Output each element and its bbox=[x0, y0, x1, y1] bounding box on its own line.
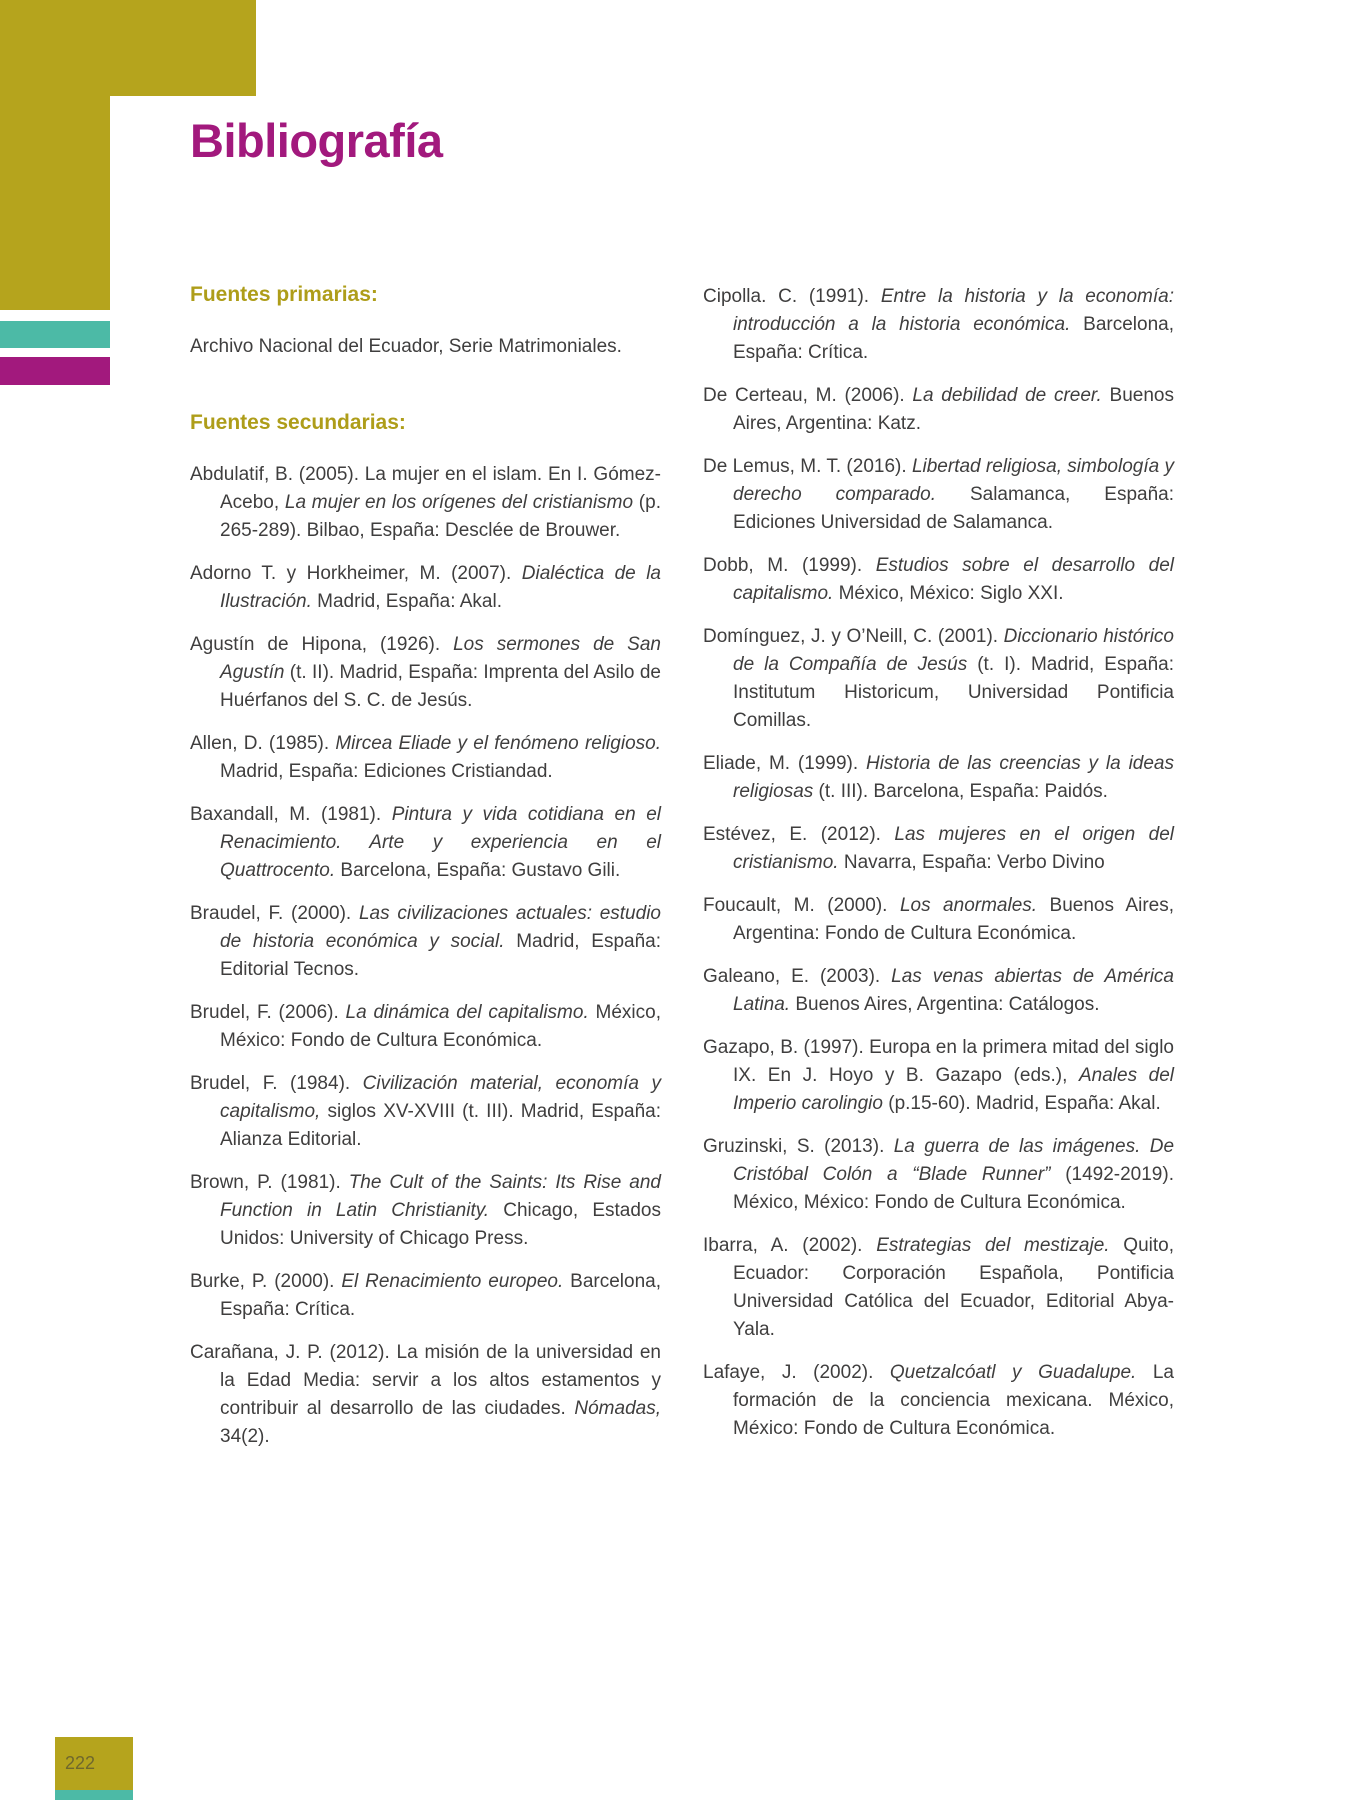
reference-text-segment: Buenos Aires, Argentina: Katz. bbox=[733, 385, 1174, 434]
reference-entry bbox=[703, 750, 1174, 806]
reference-text-segment: Brudel, F. (2006). bbox=[190, 1002, 346, 1023]
primary-source-text: Archivo Nacional del Ecuador, Serie Matrimoniales. bbox=[190, 336, 622, 357]
reference-entry bbox=[190, 1169, 661, 1253]
reference-text-segment: (t. II). Madrid, España: Imprenta del Asilo de Huérfanos del S. C. de Jesús. bbox=[220, 662, 661, 711]
reference-text-segment: Adorno T. y Horkheimer, M. (2007). bbox=[190, 563, 522, 584]
reference-entry bbox=[703, 552, 1174, 608]
reference-entry bbox=[190, 801, 661, 885]
reference-text-segment: (t. III). Barcelona, España: Paidós. bbox=[813, 781, 1108, 802]
reference-text-segment: Burke, P. (2000). bbox=[190, 1271, 342, 1292]
page-number-block bbox=[55, 1737, 133, 1790]
reference-entry bbox=[703, 892, 1174, 948]
reference-title-segment: Estrategias del mestizaje. bbox=[876, 1235, 1110, 1256]
reference-text-segment: (p.15-60). Madrid, España: Akal. bbox=[882, 1093, 1161, 1114]
reference-text-segment: Barcelona, España: Gustavo Gili. bbox=[335, 860, 621, 881]
reference-text-segment: Buenos Aires, Argentina: Fondo de Cultura Económica. bbox=[733, 895, 1175, 944]
reference-title-segment: Estudios sobre el desarrollo del capitalismo. bbox=[733, 555, 1175, 604]
reference-text-segment: Lafaye, J. (2002). bbox=[703, 1362, 890, 1383]
reference-entry bbox=[190, 1268, 661, 1324]
reference-text-segment: Buenos Aires, Argentina: Catálogos. bbox=[790, 994, 1100, 1015]
left-column bbox=[190, 283, 661, 1466]
reference-text-segment: Braudel, F. (2000). bbox=[190, 903, 359, 924]
reference-text-segment: Eliade, M. (1999). bbox=[703, 753, 866, 774]
reference-entry bbox=[703, 382, 1174, 438]
reference-entry bbox=[703, 453, 1174, 537]
reference-entry bbox=[703, 821, 1174, 877]
reference-entry bbox=[190, 461, 661, 545]
reference-text-segment: Allen, D. (1985). bbox=[190, 733, 336, 754]
reference-entry bbox=[703, 1034, 1174, 1118]
reference-entry bbox=[190, 631, 661, 715]
reference-entry bbox=[190, 999, 661, 1055]
reference-title-segment: Nómadas, bbox=[574, 1398, 661, 1419]
reference-entry bbox=[703, 623, 1174, 735]
reference-text-segment: México, México: Fondo de Cultura Económica. bbox=[220, 1002, 661, 1051]
reference-text-segment: Barcelona, España: Crítica. bbox=[220, 1271, 661, 1320]
reference-text-segment: Estévez, E. (2012). bbox=[703, 824, 895, 845]
reference-title-segment: Los anormales. bbox=[899, 895, 1038, 916]
reference-text-segment: Ibarra, A. (2002). bbox=[703, 1235, 877, 1256]
reference-title-segment: Las venas abiertas de América Latina. bbox=[733, 966, 1175, 1015]
reference-entry bbox=[190, 730, 661, 786]
reference-text-segment: Cipolla. C. (1991). bbox=[703, 286, 881, 307]
reference-text-segment: Abdulatif, B. (2005). La mujer en el islam. En I. Gómez-Acebo, bbox=[190, 464, 661, 513]
reference-title-segment: Anales del Imperio carolingio bbox=[733, 1065, 1174, 1114]
reference-text-segment: Gruzinski, S. (2013). bbox=[703, 1136, 894, 1157]
reference-text-segment: Galeano, E. (2003). bbox=[703, 966, 892, 987]
reference-text-segment: De Certeau, M. (2006). bbox=[703, 385, 913, 406]
reference-text-segment: La formación de la conciencia mexicana. México, México: Fondo de Cultura Económica. bbox=[733, 1362, 1174, 1439]
reference-text-segment: (1492-2019). México, México: Fondo de Cultura Económica. bbox=[733, 1164, 1174, 1213]
reference-title-segment: Entre la historia y la economía: introducción a la historia económica. bbox=[733, 286, 1174, 335]
reference-title-segment: La dinámica del capitalismo. bbox=[345, 1002, 589, 1023]
page-title: Bibliografía bbox=[190, 114, 443, 167]
reference-text-segment: Dobb, M. (1999). bbox=[703, 555, 876, 576]
reference-text-segment: Foucault, M. (2000). bbox=[703, 895, 900, 916]
reference-entry bbox=[190, 1070, 661, 1154]
reference-text-segment: Madrid, España: Ediciones Cristiandad. bbox=[220, 761, 553, 782]
reference-text-segment: Quito, Ecuador: Corporación Española, Pontificia Universidad Católica del Ecuador, Editorial Abya-Yala. bbox=[733, 1235, 1174, 1340]
secondary-sources-heading: Fuentes secundarias: bbox=[190, 411, 406, 434]
reference-text-segment: Carañana, J. P. (2012). La misión de la universidad en la Edad Media: servir a los altos estamentos y contribuir al desarrollo de las ciudades. bbox=[190, 1342, 661, 1419]
reference-text-segment: (p. 265-289). Bilbao, España: Desclée de Brouwer. bbox=[220, 492, 661, 541]
left-reference-list bbox=[190, 461, 661, 1451]
reference-text-segment: Madrid, España: Editorial Tecnos. bbox=[220, 931, 661, 980]
reference-title-segment: Historia de las creencias y la ideas religiosas bbox=[733, 753, 1174, 802]
magenta-stripe bbox=[0, 357, 110, 385]
reference-title-segment: La debilidad de creer. bbox=[912, 385, 1102, 406]
reference-title-segment: Libertad religiosa, simbología y derecho comparado. bbox=[733, 456, 1174, 505]
reference-title-segment: La mujer en los orígenes del cristianismo bbox=[284, 492, 634, 513]
reference-text-segment: Brudel, F. (1984). bbox=[190, 1073, 363, 1094]
reference-entry bbox=[703, 963, 1174, 1019]
primary-sources-heading: Fuentes primarias: bbox=[190, 283, 378, 306]
reference-entry bbox=[703, 1359, 1174, 1443]
right-reference-list bbox=[703, 283, 1174, 1443]
reference-text-segment: Salamanca, España: Ediciones Universidad de Salamanca. bbox=[733, 484, 1174, 533]
reference-entry bbox=[190, 900, 661, 984]
reference-text-segment: (t. I). Madrid, España: Institutum Historicum, Universidad Pontificia Comillas. bbox=[733, 654, 1174, 731]
reference-title-segment: The Cult of the Saints: Its Rise and Function in Latin Christianity. bbox=[220, 1172, 661, 1221]
reference-title-segment: Pintura y vida cotidiana en el Renacimiento. Arte y experiencia en el Quattrocento. bbox=[220, 804, 661, 881]
reference-text-segment: Baxandall, M. (1981). bbox=[190, 804, 392, 825]
reference-text-segment: Barcelona, España: Crítica. bbox=[733, 314, 1174, 363]
reference-text-segment: Chicago, Estados Unidos: University of Chicago Press. bbox=[220, 1200, 661, 1249]
reference-entry bbox=[703, 1133, 1174, 1217]
reference-title-segment: Dialéctica de la Ilustración. bbox=[220, 563, 661, 612]
teal-stripe bbox=[0, 321, 110, 348]
reference-text-segment: siglos XV-XVIII (t. III). Madrid, España: Alianza Editorial. bbox=[220, 1101, 661, 1150]
reference-title-segment: Diccionario histórico de la Compañía de Jesús bbox=[733, 626, 1174, 675]
page-number: 222 bbox=[65, 1753, 96, 1773]
reference-text-segment: De Lemus, M. T. (2016). bbox=[703, 456, 912, 477]
reference-text-segment: Domínguez, J. y O’Neill, C. (2001). bbox=[703, 626, 1004, 647]
reference-text-segment: México, México: Siglo XXI. bbox=[833, 583, 1064, 604]
reference-text-segment: Navarra, España: Verbo Divino bbox=[838, 852, 1105, 873]
reference-entry bbox=[190, 1339, 661, 1451]
reference-title-segment: Mircea Eliade y el fenómeno religioso. bbox=[335, 733, 661, 754]
reference-text-segment: Brown, P. (1981). bbox=[190, 1172, 349, 1193]
reference-title-segment: La guerra de las imágenes. De Cristóbal Colón a “Blade Runner” bbox=[733, 1136, 1175, 1185]
page-number-teal-stripe bbox=[55, 1790, 133, 1800]
reference-title-segment: El Renacimiento europeo. bbox=[341, 1271, 564, 1292]
reference-text-segment: Madrid, España: Akal. bbox=[311, 591, 502, 612]
reference-entry bbox=[703, 1232, 1174, 1344]
reference-title-segment: Civilización material, economía y capitalismo, bbox=[220, 1073, 661, 1122]
gold-side-bar bbox=[0, 0, 110, 310]
reference-text-segment: Agustín de Hipona, (1926). bbox=[190, 634, 454, 655]
reference-entry bbox=[190, 560, 661, 616]
reference-text-segment: 34(2). bbox=[220, 1426, 270, 1447]
reference-title-segment: Las mujeres en el origen del cristianismo. bbox=[733, 824, 1175, 873]
reference-title-segment: Los sermones de San Agustín bbox=[220, 634, 661, 683]
reference-title-segment: Las civilizaciones actuales: estudio de historia económica y social. bbox=[220, 903, 661, 952]
reference-entry bbox=[703, 283, 1174, 367]
reference-text-segment: Gazapo, B. (1997). Europa en la primera mitad del siglo IX. En J. Hoyo y B. Gazapo (eds.), bbox=[703, 1037, 1174, 1086]
content-area bbox=[190, 283, 1175, 1466]
reference-title-segment: Quetzalcóatl y Guadalupe. bbox=[889, 1362, 1137, 1383]
right-column bbox=[703, 283, 1174, 1466]
